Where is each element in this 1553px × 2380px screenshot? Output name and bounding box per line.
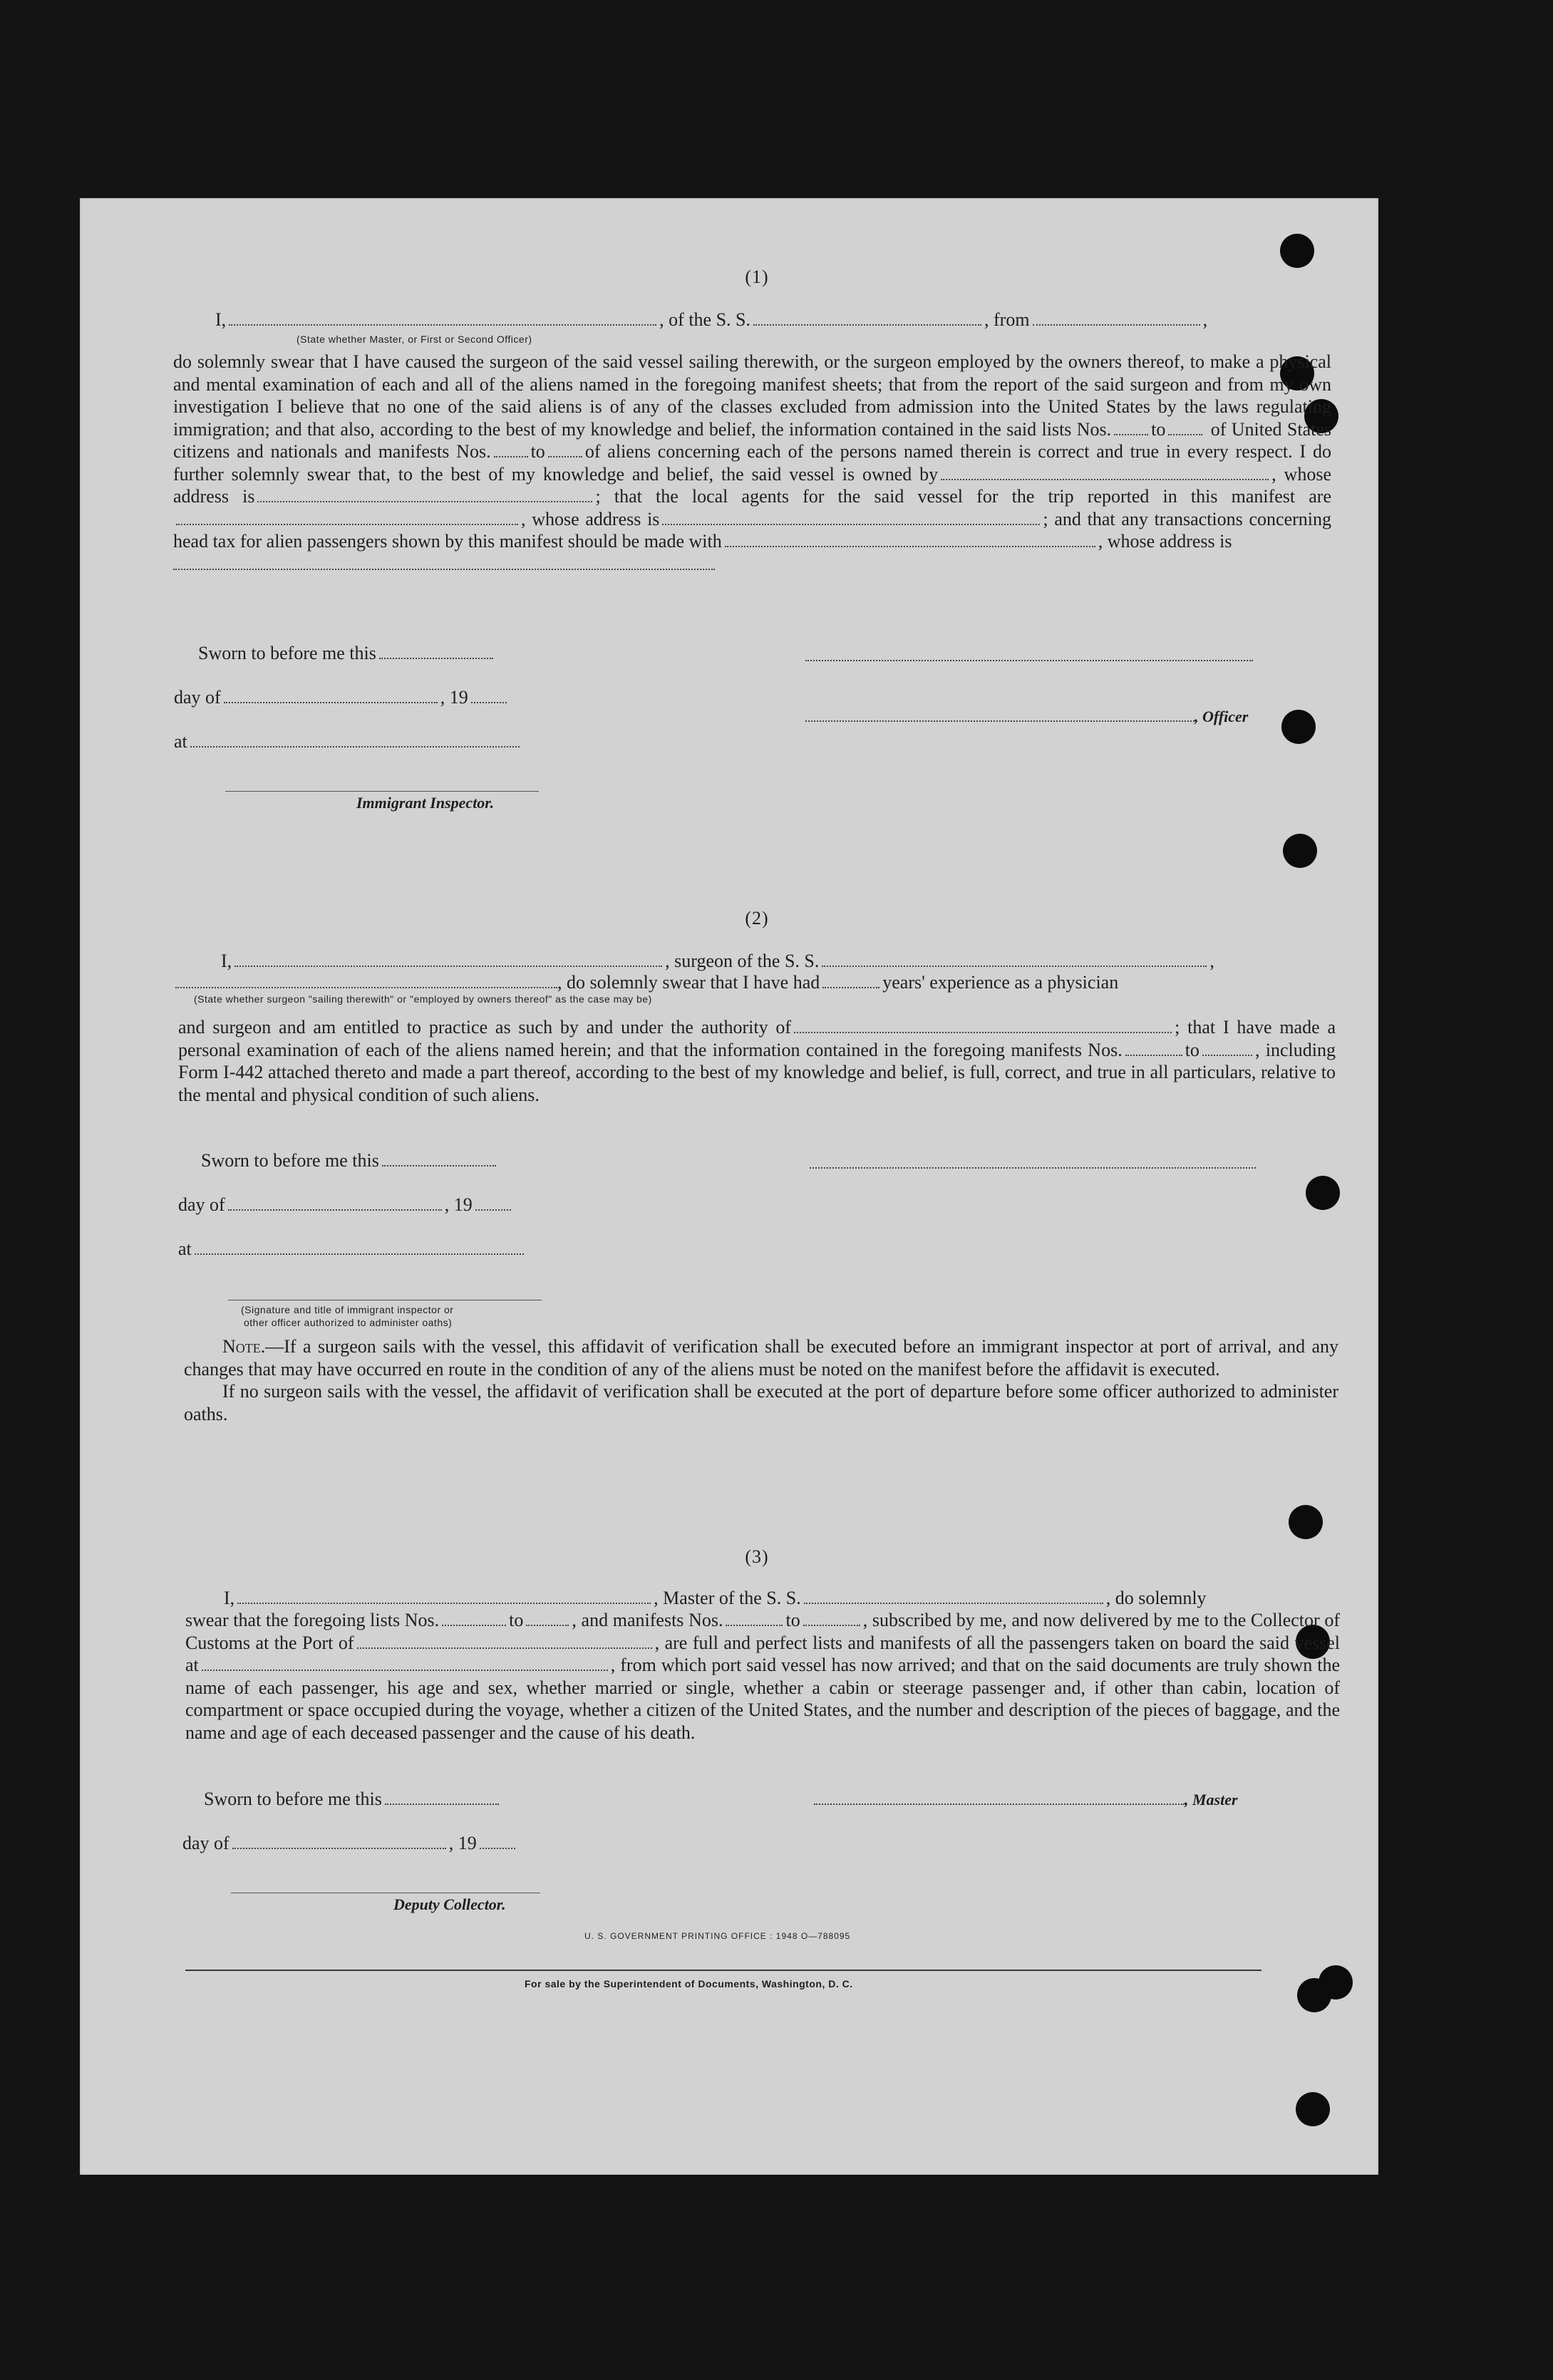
officer-line: , Officer [805,705,1248,727]
port-field[interactable] [357,1647,652,1649]
day-of-line-3: day of , 19 [182,1833,518,1854]
surgeon-manifests-from-field[interactable] [1125,1055,1182,1056]
manifests-to-field[interactable] [548,456,582,457]
for-sale-line: For sale by the Superintendent of Documents, Washington, D. C. [525,1978,853,1990]
boarding-port-field[interactable] [202,1670,608,1671]
at-place-field-1[interactable] [190,746,520,747]
section2-body: and surgeon and am entitled to practice as such by and under the authority of ; that I have made a personal examination of each of the aliens named herein; and that the information contained in the foregoing manifests Nos. to , including Form I-442 attached thereto and made a part thereof, according to the best of my knowledge and belief, is full, correct, and true in all particulars, relative to the mental and physical condition of such aliens. [178,1017,1336,1105]
lists-from-field[interactable] [1114,434,1148,435]
owner-address-field[interactable] [257,501,592,502]
affidavit-section-2 [172,908,1341,929]
authority-field[interactable] [794,1032,1172,1033]
master-signature-line: , Master [814,1789,1238,1810]
binder-hole-4 [1281,710,1316,744]
surgeon-vessel-field[interactable] [822,966,1207,967]
at-place-field-2[interactable] [195,1253,524,1255]
month-field-2[interactable] [228,1209,442,1211]
master-lists-from-field[interactable] [442,1625,506,1626]
note-block: Note.—If a surgeon sails with the vessel, this affidavit of verification shall be executed before an immigrant inspector at port of arrival, and any changes that may have occurred en route in the condition of any of the aliens must be noted on the manifest before the affidavit is executed. If no surgeon sails with the vessel, the affidavit of verification shall be executed at the port of departure before some officer authorized to administer oaths. [184,1336,1338,1424]
section1-body: do solemnly swear that I have caused the surgeon of the said vessel sailing therewith, or the surgeon employed by the owners thereof, to make a physical and mental examination of each and all of the aliens named in the foregoing manifest sheets; that from the report of the said surgeon and from my own investigation I believe that no one of the said aliens is of any of the classes excluded from admission into the United States by the laws regulating immigration; and that also, according to the best of my knowledge and belief, the information contained in the said lists Nos. to of United States citizens and nationals and manifests Nos. to of aliens concerning each of the persons named therein is correct and true in every respect. I do further solemnly swear that, to the best of my knowledge and belief, the said vessel is owned by , whose address is ; that the local agents for the said vessel for the trip reported in this manifest are, whose address is ; and that any transactions concerning head tax for alien passengers shown by this manifest should be made with , whose address is [173,351,1331,575]
master-name-line: I, , Master of the S. S. , do solemnly [224,1588,1207,1608]
officer-name-line: I, , of the S. S. , from , [215,309,1208,330]
surgeon-caption: (State whether surgeon "sailing therewith" or "employed by owners thereof" as the case may be) [194,993,652,1005]
surgeon-status-field[interactable] [175,987,557,988]
section-number: (2) [745,908,769,928]
officer-caption: (State whether Master, or First or Second Officer) [296,333,532,345]
surgeon-signature-field[interactable] [810,1167,1256,1169]
years-experience-field[interactable] [822,987,879,988]
officer-signature-field[interactable] [805,660,1253,661]
local-agents-field[interactable] [176,524,518,525]
master-lists-to-field[interactable] [526,1625,569,1626]
sworn-date-field-2[interactable] [382,1165,496,1166]
master-name-field[interactable] [237,1603,651,1604]
signature-caption-1: (Signature and title of immigrant inspector or [241,1304,454,1315]
month-field-3[interactable] [232,1848,446,1849]
lists-to-field[interactable] [1168,434,1202,435]
sworn-date-field-1[interactable] [379,658,493,659]
head-tax-address-field[interactable] [173,569,715,570]
sworn-line-3: Sworn to before me this [204,1789,502,1810]
section3-body: swear that the foregoing lists Nos. to , and manifests Nos. to , subscribed by me, and now delivered by me to the Collector of Customs at the Port of , are full and perfect lists and manifests of all the passengers taken on board the said vessel at , from which port said vessel has now arrived; and that on the said documents are truly shown the name of each passenger, his age and sex, whether married or single, whether a cabin or steerage passenger and, if other than cabin, location of compartment or space occupied during the voyage, whether a citizen of the United States, and the number and description of the pieces of baggage, and the name and age of each deceased passenger and the cause of his death. [185,1610,1341,1743]
from-port-field[interactable] [1033,324,1200,326]
signature-caption-2: other officer authorized to administer oaths) [244,1317,453,1328]
inspector-label: Immigrant Inspector. [356,794,495,812]
binder-hole-1 [1280,234,1314,268]
surgeon-name-field[interactable] [234,966,662,967]
master-vessel-field[interactable] [804,1603,1103,1604]
agents-address-field[interactable] [662,524,1040,525]
sworn-date-field-3[interactable] [385,1804,499,1805]
deputy-collector-label: Deputy Collector. [393,1895,506,1913]
master-signature-field[interactable] [814,1804,1185,1805]
binder-hole-11 [1296,2092,1330,2126]
day-of-line-1: day of , 19 [174,687,510,708]
manifests-from-field[interactable] [494,456,528,457]
sworn-line-1: Sworn to before me this [198,643,496,664]
day-of-line-2: day of , 19 [178,1194,514,1216]
year-field-1[interactable] [471,702,507,703]
master-manifests-from-field[interactable] [726,1625,783,1626]
binder-hole-6 [1306,1176,1340,1210]
officer-title-field[interactable] [805,720,1195,722]
affidavit-section-1 [172,267,1341,288]
section-number: (3) [745,1546,769,1567]
head-tax-contact-field[interactable] [725,546,1095,547]
surgeon-manifests-to-field[interactable] [1202,1055,1252,1056]
section-number: (1) [745,267,769,287]
owner-field[interactable] [941,479,1269,480]
inspector-signature-field[interactable] [225,791,539,792]
surgeon-name-line: I, , surgeon of the S. S. , [221,951,1214,971]
at-line-2: at [178,1238,527,1260]
at-line-1: at [174,731,522,752]
form-page [80,198,1378,2175]
sworn-line-2: Sworn to before me this [201,1150,499,1171]
month-field-1[interactable] [224,702,438,703]
printing-office-line: U. S. GOVERNMENT PRINTING OFFICE : 1948 O—788095 [584,1931,851,1941]
year-field-2[interactable] [475,1209,511,1211]
master-manifests-to-field[interactable] [803,1625,860,1626]
binder-hole-5 [1283,834,1317,868]
footer-rule [185,1970,1262,1971]
officer-name-field[interactable] [229,324,656,326]
year-field-3[interactable] [480,1848,515,1849]
surgeon-experience-line: , do solemnly swear that I have had years' experience as a physician [175,972,1118,993]
binder-hole-10 [1319,1965,1353,1999]
vessel-name-field[interactable] [753,324,981,326]
binder-hole-7 [1289,1505,1323,1539]
affidavit-section-3 [172,1546,1341,1568]
